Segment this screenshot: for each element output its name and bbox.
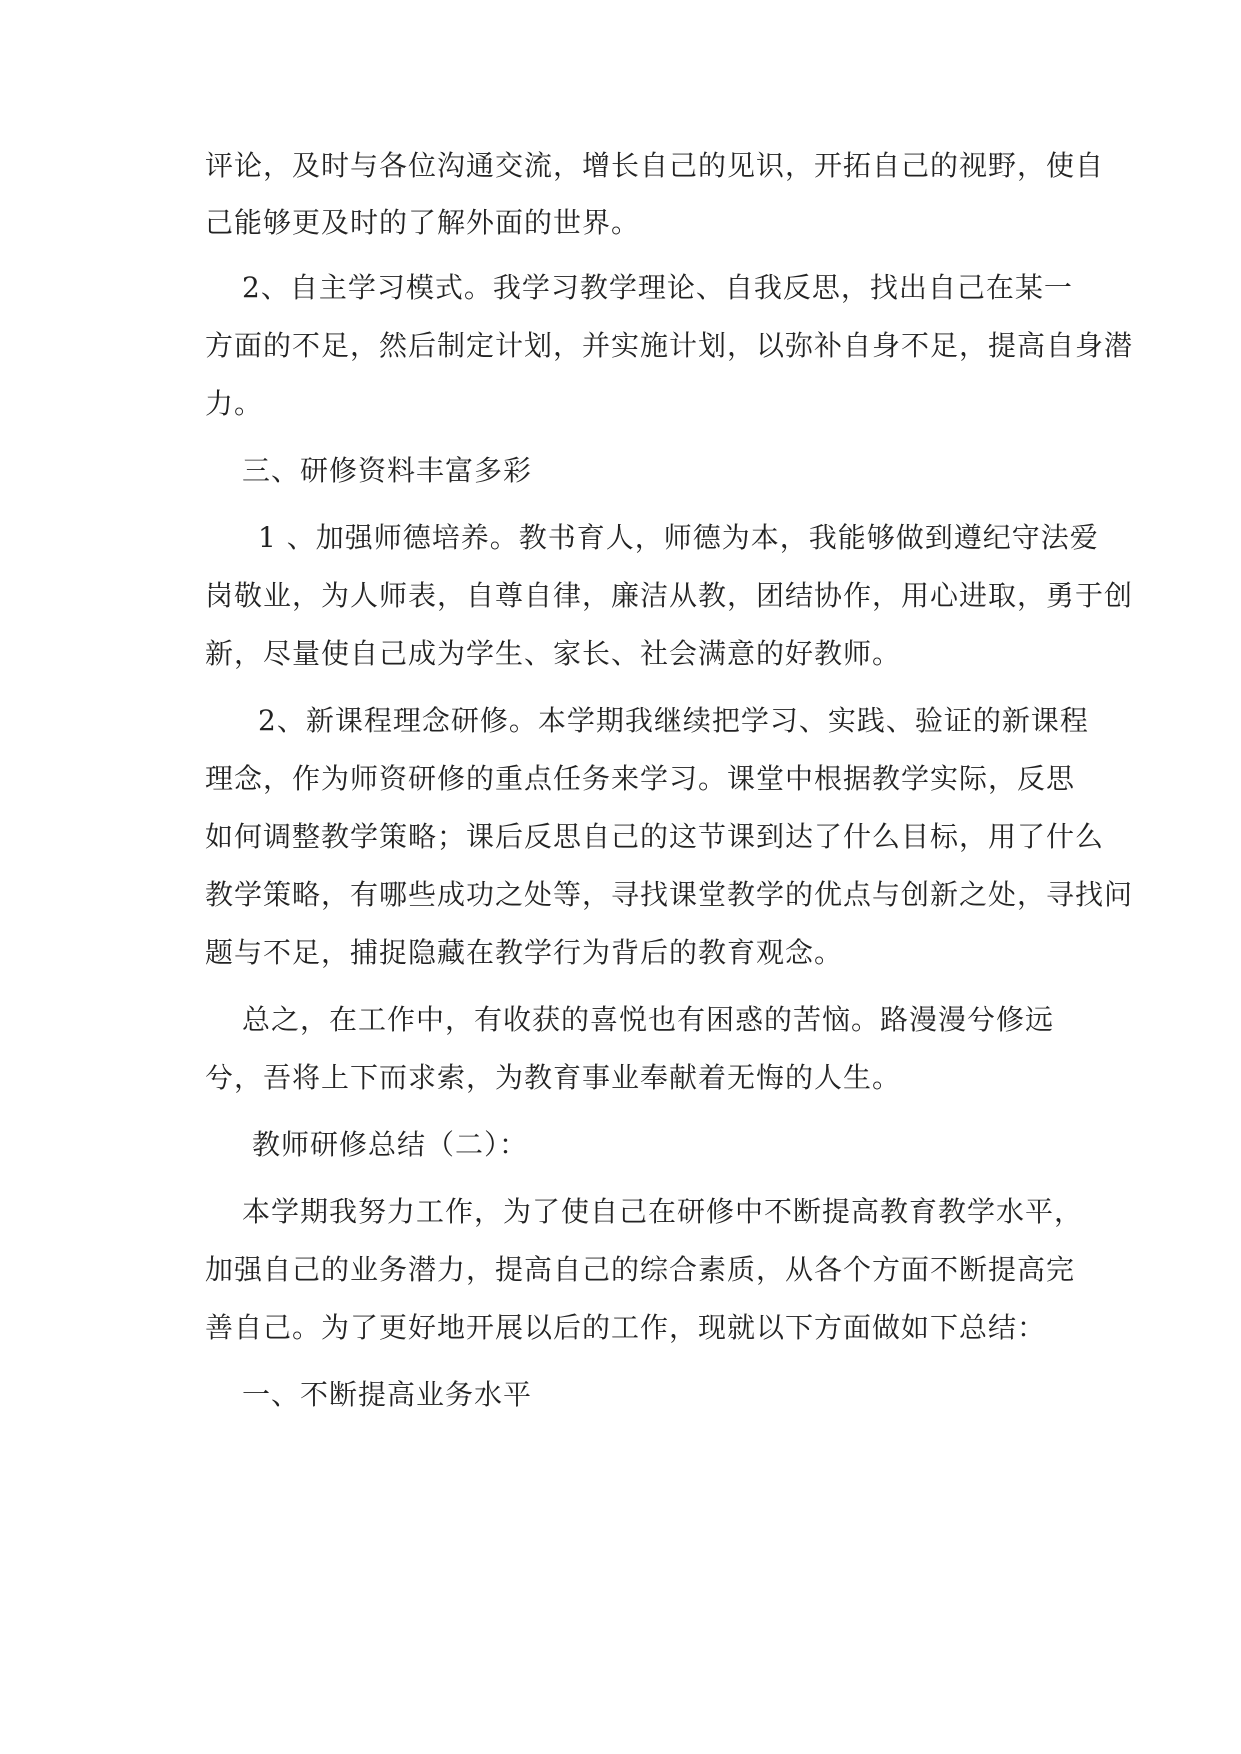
paragraph-line: 加强自己的业务潜力，提高自己的综合素质，从各个方面不断提高完 [205,1253,1076,1286]
paragraph-line: 如何调整教学策略；课后反思自己的这节课到达了什么目标，用了什么 [205,820,1105,853]
paragraph-line: 善自己。为了更好地开展以后的工作，现就以下方面做如下总结： [205,1311,1047,1344]
paragraph-line: 2、新课程理念研修。本学期我继续把学习、实践、验证的新课程 [258,704,1089,737]
section-heading: 一、不断提高业务水平 [242,1378,533,1411]
section-heading: 三、研修资料丰富多彩 [242,454,533,487]
subtitle-heading: 教师研修总结（二）： [252,1128,529,1161]
paragraph-line: 力。 [205,387,264,420]
paragraph-line: 方面的不足，然后制定计划，并实施计划，以弥补自身不足，提高自身潜 [205,329,1134,362]
paragraph-line: 教学策略，有哪些成功之处等，寻找课堂教学的优点与创新之处，寻找问 [205,878,1134,911]
paragraph-line: 新，尽量使自己成为学生、家长、社会满意的好教师。 [205,637,902,670]
paragraph-line: 1 、加强师德培养。教书育人，师德为本，我能够做到遵纪守法爱 [258,521,1099,554]
paragraph-line: 己能够更及时的了解外面的世界。 [205,206,641,239]
paragraph-line: 本学期我努力工作，为了使自己在研修中不断提高教育教学水平， [242,1195,1084,1228]
paragraph-line: 2、自主学习模式。我学习教学理论、自我反思，找出自己在某一 [242,271,1073,304]
paragraph-line: 理念，作为师资研修的重点任务来学习。课堂中根据教学实际，反思 [205,762,1076,795]
paragraph-line: 评论，及时与各位沟通交流，增长自己的见识，开拓自己的视野，使自 [205,149,1105,182]
paragraph-line: 题与不足，捕捉隐藏在教学行为背后的教育观念。 [205,936,844,969]
paragraph-line: 总之，在工作中，有收获的喜悦也有困惑的苦恼。路漫漫兮修远 [242,1003,1055,1036]
paragraph-line: 兮，吾将上下而求索，为教育事业奉献着无悔的人生。 [205,1061,902,1094]
paragraph-line: 岗敬业，为人师表，自尊自律，廉洁从教，团结协作，用心进取，勇于创 [205,579,1134,612]
